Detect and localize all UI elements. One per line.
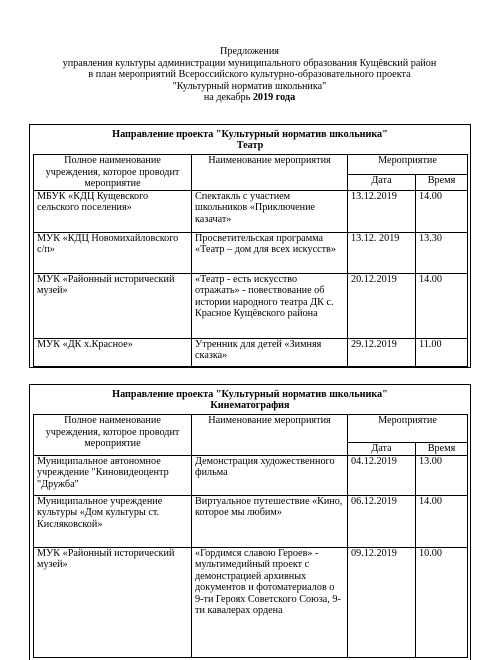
cell-time: 13.30	[416, 232, 468, 273]
header-period-year: 2019 года	[252, 92, 296, 103]
table-row	[34, 455, 468, 495]
header-line-2: в план мероприятий Всероссийского культурно-образовательного проекта	[88, 69, 411, 80]
section-title	[30, 385, 470, 409]
cell-name: Виртуальное путешествие «Кино, которое мы любим»	[192, 495, 348, 547]
cell-time: 11.00	[416, 338, 468, 366]
section-heading: Направление проекта "Культурный норматив школьника"	[112, 129, 388, 140]
section-title	[30, 125, 470, 149]
section-heading: Направление проекта "Культурный норматив школьника"	[112, 389, 388, 400]
header-line-1: управления культуры администрации муниципального образования Кущёвский район	[62, 57, 437, 69]
header-period	[20, 92, 479, 104]
cell-time: 14.00	[416, 495, 468, 547]
table-row	[34, 338, 468, 366]
section-cinema	[29, 384, 471, 660]
cell-org: Муниципальное автономное учреждение "Киновидеоцентр "Дружба"	[34, 455, 192, 495]
column-header-time: Время	[416, 443, 468, 456]
table-row	[34, 232, 468, 273]
cell-org: МУК «КДЦ Новомихайловского с/п»	[34, 232, 192, 273]
cell-date: 04.12.2019	[348, 455, 416, 495]
cell-date: 06.12.2019	[348, 495, 416, 547]
header-title: Предложения	[220, 46, 279, 57]
cell-time: 13.00	[416, 455, 468, 495]
header-period-prefix: на декабрь	[203, 92, 251, 103]
cell-name: Демонстрация художественного фильма	[192, 455, 348, 495]
column-header-date: Дата	[348, 443, 416, 456]
column-header-time: Время	[416, 175, 468, 190]
cell-date: 13.12. 2019	[348, 232, 416, 273]
column-header-org: Полное наименование учреждения, которое проводит мероприятие	[34, 155, 192, 191]
cell-org: Муниципальное учреждение культуры «Дом культуры ст. Кисляковской»	[34, 495, 192, 547]
cell-name: Спектакль с участием школьников «Приключение казачат»	[192, 190, 348, 232]
cell-name: «Театр - есть искусство отражать» - повествование об истории народного театра ДК с. Красное Кущёвского района	[192, 273, 348, 338]
cell-time: 10.00	[416, 547, 468, 657]
cell-org: МУК «Районный исторический музей»	[34, 547, 192, 657]
cell-org: МУК «Районный исторический музей»	[34, 273, 192, 338]
column-header-event: Мероприятие	[348, 155, 468, 175]
cell-date: 13.12.2019	[348, 190, 416, 232]
cell-org: МБУК «КДЦ Кущевского сельского поселения»	[34, 190, 192, 232]
header-line-3: "Культурный норматив школьника"	[172, 80, 327, 92]
table-row	[34, 547, 468, 657]
cell-date: 09.12.2019	[348, 547, 416, 657]
table-row	[34, 495, 468, 547]
cell-time: 14.00	[416, 273, 468, 338]
section-subtitle: Кинематография	[210, 399, 290, 411]
column-header-org: Полное наименование учреждения, которое проводит мероприятие	[34, 415, 192, 456]
events-table	[33, 154, 468, 367]
cell-date: 29.12.2019	[348, 338, 416, 366]
column-header-name: Наименование мероприятия	[192, 415, 348, 456]
section-theatre	[29, 124, 471, 368]
table-row	[34, 190, 468, 232]
cell-name: «Гордимся славою Героев» - мультимедийный проект с демонстрацией архивных документов и фотоматериалов о 9-ти Героях Советского Союза, 9-ти кавалерах ордена	[192, 547, 348, 657]
events-table	[33, 414, 468, 658]
column-header-name: Наименование мероприятия	[192, 155, 348, 191]
cell-time: 14.00	[416, 190, 468, 232]
column-header-date: Дата	[348, 175, 416, 190]
cell-name: Утренник для детей «Зимняя сказка»	[192, 338, 348, 366]
document-header	[20, 46, 479, 104]
cell-date: 20.12.2019	[348, 273, 416, 338]
column-header-event: Мероприятие	[348, 415, 468, 443]
section-subtitle: Театр	[236, 139, 264, 151]
cell-org: МУК «ДК х.Красное»	[34, 338, 192, 366]
table-row	[34, 273, 468, 338]
cell-name: Просветительская программа «Театр – дом для всех искусств»	[192, 232, 348, 273]
